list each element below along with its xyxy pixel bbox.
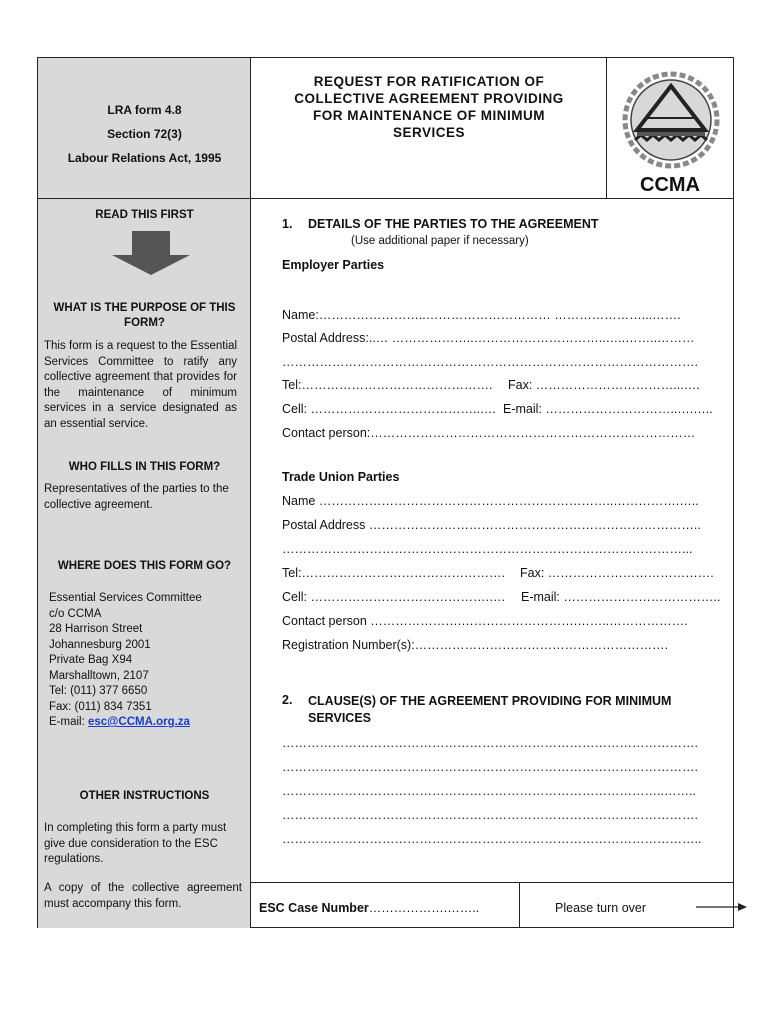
employer-fax-field[interactable]: Fax: ……………………………...….: [508, 378, 700, 392]
address-line: Johannesburg 2001: [49, 638, 151, 651]
employer-contact-field[interactable]: Contact person:……………………………………………………………………: [282, 426, 696, 440]
ccma-logo-icon: [617, 66, 725, 174]
union-name-field[interactable]: Name ……………………………………………………………..…………….…..: [282, 494, 699, 508]
clause-line[interactable]: ……………………………………………………………………………………….: [282, 736, 698, 750]
turn-over-label: Please turn over: [555, 901, 647, 915]
union-tel-field[interactable]: Tel:………………………………………….: [282, 566, 505, 580]
section-2-heading: [308, 693, 671, 727]
section-1-number: 1.: [282, 217, 293, 231]
section-1-heading: DETAILS OF THE PARTIES TO THE AGREEMENT: [308, 217, 599, 231]
esc-case-number-label: ESC Case Number: [259, 901, 369, 915]
where-heading: WHERE DOES THIS FORM GO?: [57, 560, 232, 572]
union-postal-field-2[interactable]: ……………………………………………………………………………………...: [282, 542, 693, 556]
clause-line[interactable]: ………………………………………………………………………………………..: [282, 832, 702, 846]
logo-block: [607, 58, 733, 199]
section-2-heading-line: CLAUSE(S) OF THE AGREEMENT PROVIDING FOR MINIMUM: [308, 694, 672, 708]
form-name: LRA form 4.8: [107, 103, 182, 117]
union-postal-field[interactable]: Postal Address ……………………………………………………………………..: [282, 518, 701, 532]
esc-case-number-dots: ……………….……..: [368, 901, 480, 915]
union-heading: Trade Union Parties: [282, 470, 400, 484]
employer-email-field[interactable]: E-mail: …………………………..….…..: [503, 402, 713, 416]
clause-line[interactable]: ……………………………………………………………………………………….: [282, 760, 698, 774]
employer-postal-field-2[interactable]: ……………………………………………………………………………………….: [282, 355, 698, 369]
application-form: [37, 57, 734, 928]
title-line: COLLECTIVE AGREEMENT PROVIDING: [294, 91, 564, 106]
address-block: [49, 591, 244, 731]
title-line: SERVICES: [392, 125, 466, 140]
other-text-2: A copy of the collective agreement must accompany this form.: [44, 882, 242, 910]
address-line: 28 Harrison Street: [49, 623, 143, 635]
form-act: Labour Relations Act, 1995: [67, 151, 222, 165]
clause-line[interactable]: ……………………………………………………………………………………….: [282, 808, 698, 822]
purpose-heading-line: FORM?: [124, 317, 165, 329]
employer-heading: Employer Parties: [282, 258, 385, 272]
address-line: Marshalltown, 2107: [49, 669, 149, 682]
other-text-1: In completing this form a party must give due consideration to the ESC regulations.: [44, 822, 227, 865]
down-arrow-icon: [110, 229, 192, 277]
address-line: c/o CCMA: [49, 607, 102, 620]
section-2-heading-line: SERVICES: [308, 711, 371, 725]
union-cell-field[interactable]: Cell: …………………………………….….: [282, 590, 505, 604]
form-reference-block: [38, 58, 251, 199]
email-line: [49, 715, 244, 731]
form-title: [251, 73, 607, 141]
purpose-text: This form is a request to the Essential Services Committee to ratify any collective agreement that provides for the maintenance of minimum services in a service designated as an essential service.: [44, 340, 237, 430]
address-line: Essential Services Committee: [49, 592, 202, 604]
email-label: E-mail:: [49, 716, 88, 728]
who-text: Representatives of the parties to the collective agreement.: [44, 483, 229, 511]
other-heading: OTHER INSTRUCTIONS: [79, 790, 210, 802]
title-block: [251, 58, 607, 199]
logo-text: CCMA: [640, 174, 700, 196]
employer-cell-field[interactable]: Cell: …………………………………..….: [282, 402, 496, 416]
employer-postal-field[interactable]: Postal Address:..… ………………..…………………………..…..……..………: [282, 331, 695, 345]
employer-name-field[interactable]: Name:……………………..………………………… …………………...…….: [282, 308, 681, 322]
section-2-number: 2.: [282, 693, 293, 707]
address-line: Private Bag X94: [49, 654, 133, 666]
read-first-heading: READ THIS FIRST: [95, 209, 194, 221]
title-line: FOR MAINTENANCE OF MINIMUM: [313, 108, 545, 123]
esc-case-number-field[interactable]: [259, 901, 479, 915]
employer-tel-field[interactable]: Tel:……………………………………….: [282, 378, 493, 392]
union-email-field[interactable]: E-mail: ………………………………..: [521, 590, 721, 604]
email-link[interactable]: esc@CCMA.org.za: [87, 716, 190, 728]
address-line: Tel: (011) 377 6650: [49, 685, 148, 697]
section-1-note: (Use additional paper if necessary): [351, 235, 529, 247]
footer-divider: [519, 883, 520, 928]
union-fax-field[interactable]: Fax: ………………………………….: [520, 566, 714, 580]
purpose-heading-line: WHAT IS THE PURPOSE OF THIS: [53, 302, 236, 314]
title-line: REQUEST FOR RATIFICATION OF: [313, 74, 545, 89]
who-heading: WHO FILLS IN THIS FORM?: [68, 461, 221, 473]
clause-line[interactable]: ………………………………………………………………………………..……..: [282, 784, 696, 798]
union-contact-field[interactable]: Contact person ………………….……………………….……..……………….: [282, 614, 688, 628]
union-registration-field[interactable]: Registration Number(s):…………………………………………………….: [282, 638, 669, 652]
purpose-heading: [38, 301, 251, 331]
address-line: Fax: (011) 834 7351: [49, 700, 152, 713]
form-section: Section 72(3): [107, 127, 182, 141]
footer-row: [251, 882, 733, 927]
arrow-right-icon: [696, 900, 748, 914]
instructions-sidebar: [38, 199, 251, 928]
